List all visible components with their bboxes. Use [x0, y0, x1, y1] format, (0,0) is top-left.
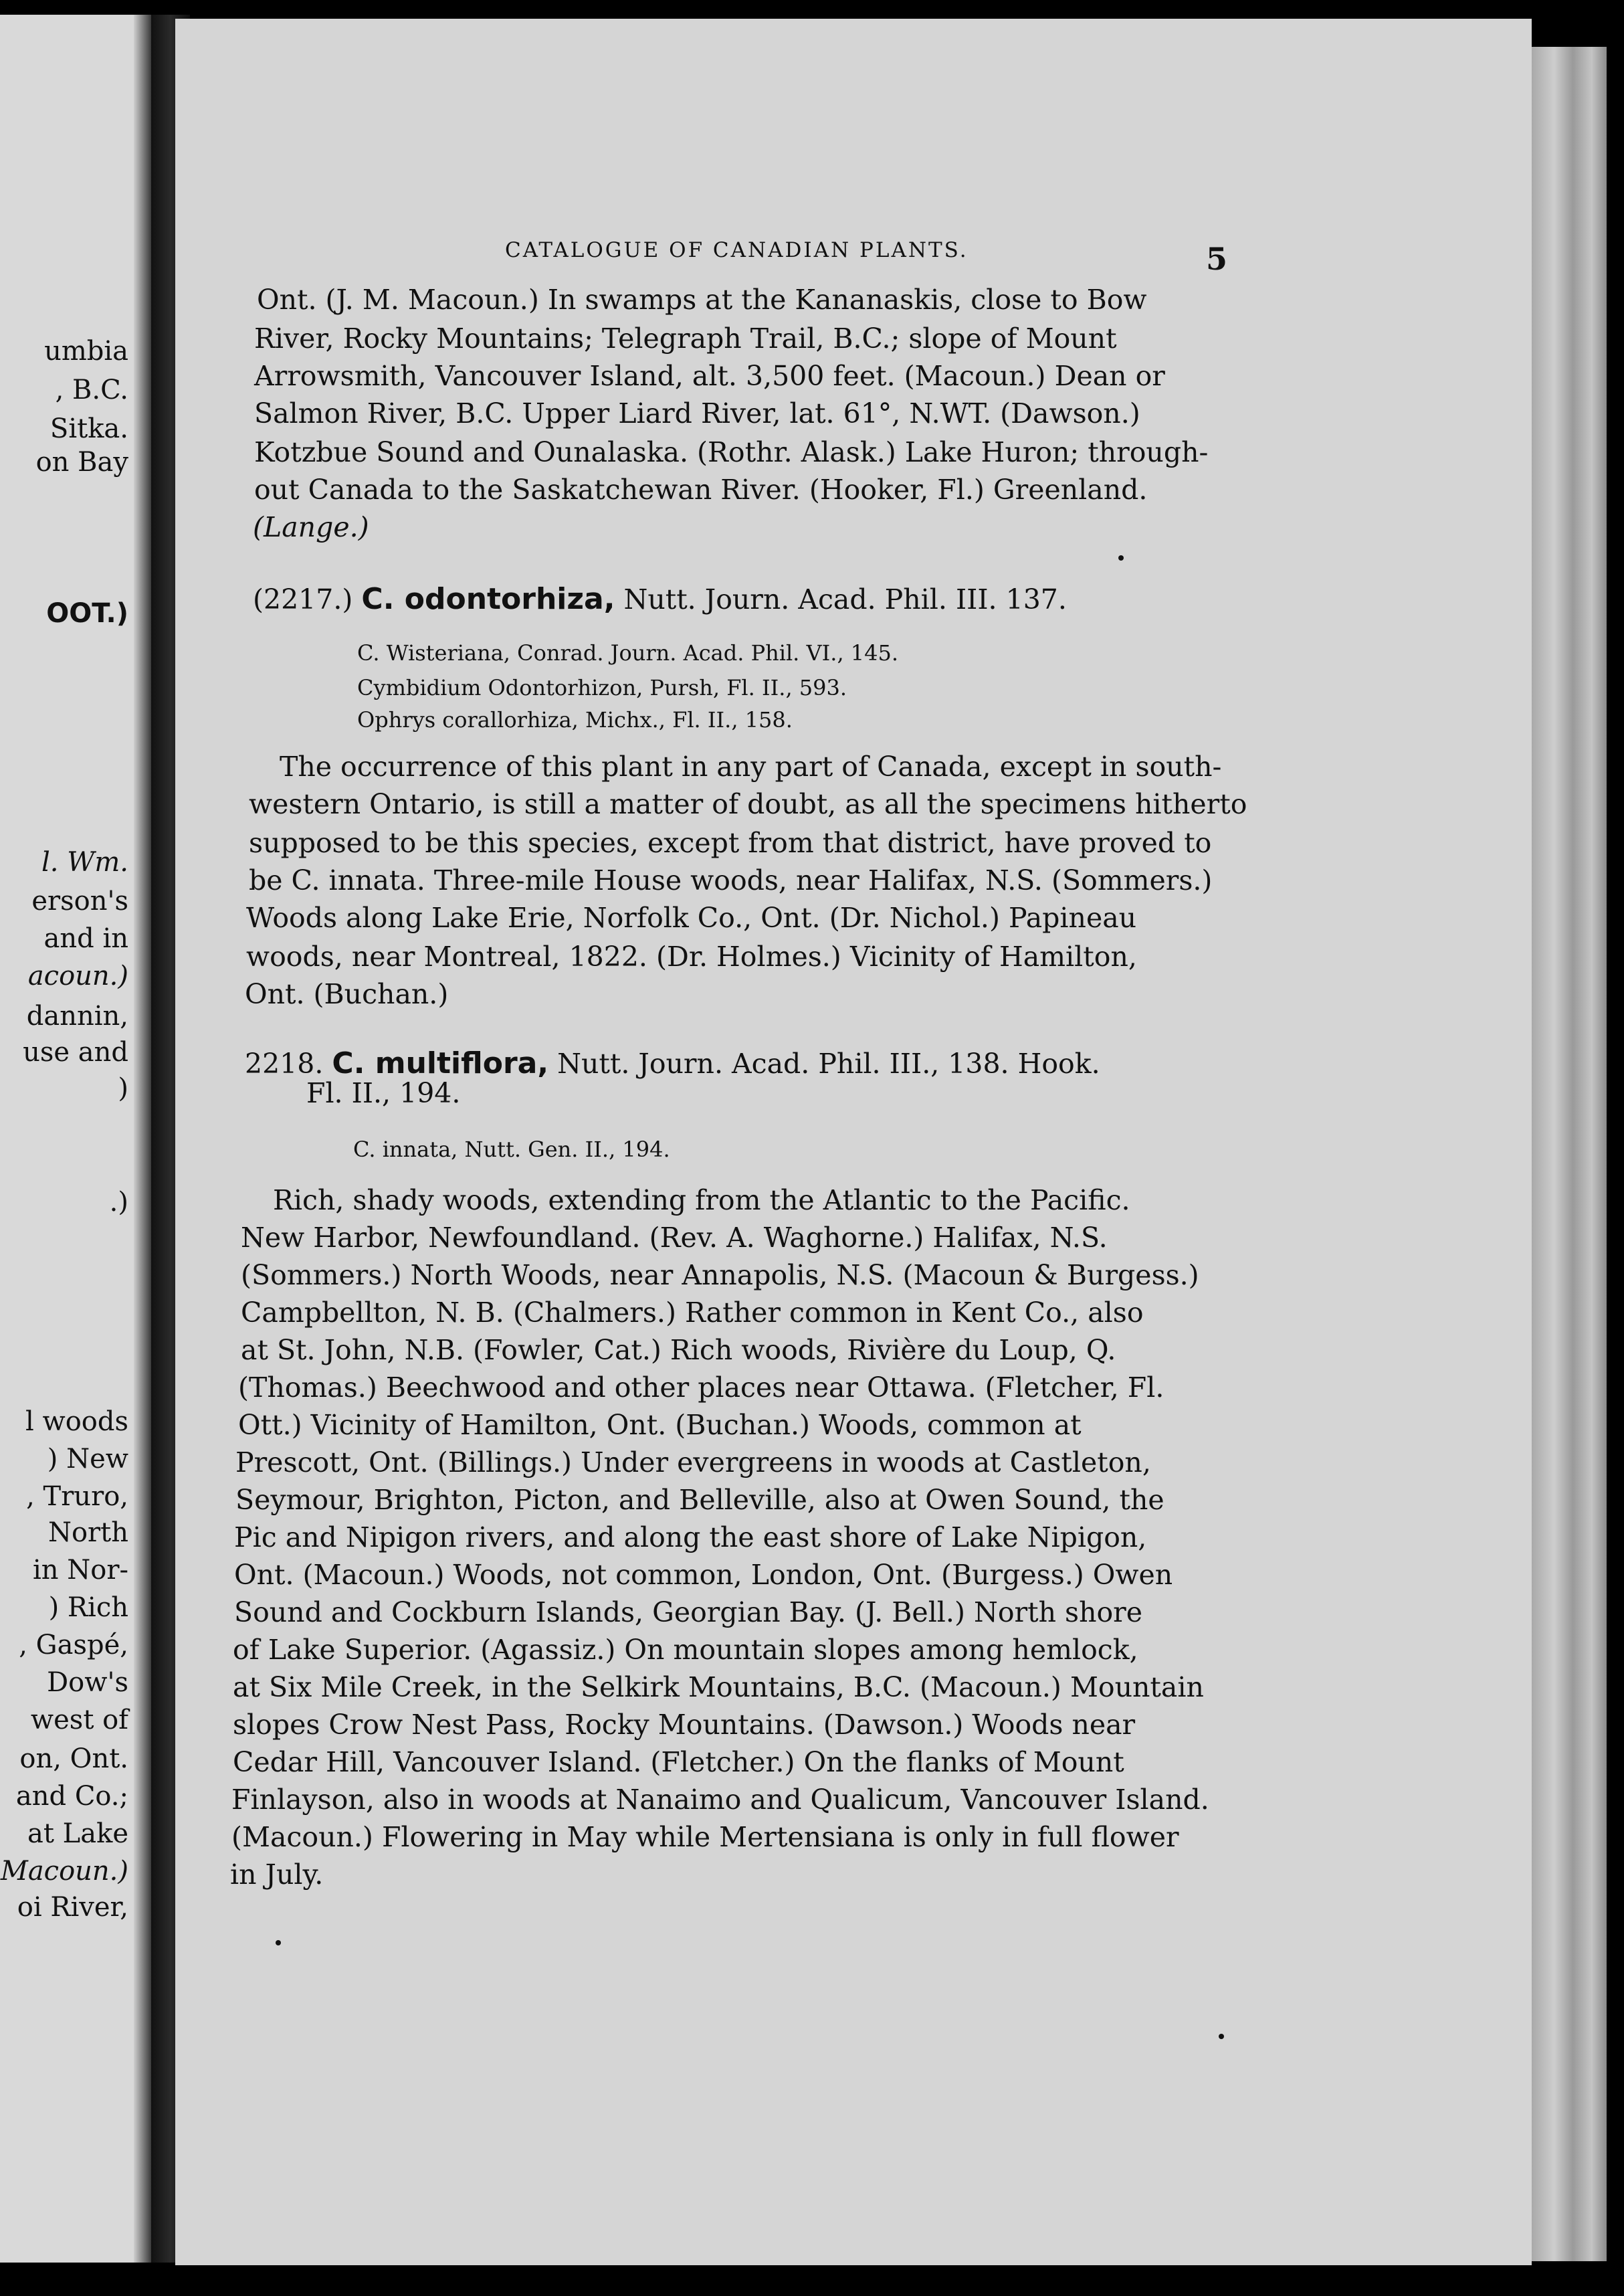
text-line: River, Rocky Mountains; Telegraph Trail, B.C.; slope of Mount	[254, 322, 1117, 355]
left-fragment: oi River,	[17, 1892, 128, 1923]
text-line: at Six Mile Creek, in the Selkirk Mountains, B.C. (Macoun.) Mountain	[233, 1671, 1204, 1703]
text-line: slopes Crow Nest Pass, Rocky Mountains. (Dawson.) Woods near	[233, 1709, 1136, 1741]
text-line: at St. John, N.B. (Fowler, Cat.) Rich woods, Rivière du Loup, Q.	[241, 1334, 1116, 1366]
left-fragment: umbia	[44, 336, 128, 367]
synonym-line: C. Wisteriana, Conrad. Journ. Acad. Phil. VI., 145.	[357, 640, 899, 666]
left-fragment: use and	[23, 1037, 128, 1068]
entry-number: (2217.)	[253, 583, 353, 615]
left-fragment: , Gaspé,	[19, 1630, 128, 1660]
left-fragment: Macoun.)	[0, 1856, 128, 1887]
text-line: Prescott, Ont. (Billings.) Under evergreens in woods at Castleton,	[235, 1446, 1151, 1478]
left-fragment: , Truro,	[26, 1481, 128, 1512]
text-line: Sound and Cockburn Islands, Georgian Bay. (J. Bell.) North shore	[234, 1596, 1143, 1628]
text-line: western Ontario, is still a matter of doubt, as all the specimens hitherto	[249, 788, 1247, 820]
left-fragment: ) New	[47, 1444, 128, 1474]
text-line: Ont. (J. M. Macoun.) In swamps at the Kananaskis, close to Bow	[257, 284, 1147, 316]
synonym-line: C. innata, Nutt. Gen. II., 194.	[353, 1137, 670, 1162]
page-edge-shadow	[134, 15, 151, 2263]
text-line: Kotzbue Sound and Ounalaska. (Rothr. Alask.) Lake Huron; through-	[254, 436, 1209, 468]
text-line: Pic and Nipigon rivers, and along the east shore of Lake Nipigon,	[234, 1521, 1147, 1553]
left-fragment: and Co.;	[15, 1781, 128, 1812]
ink-speck	[276, 1940, 281, 1945]
text-line: Woods along Lake Erie, Norfolk Co., Ont. (Dr. Nichol.) Papineau	[246, 902, 1137, 934]
left-fragment: Dow's	[47, 1667, 128, 1698]
text-line: Cedar Hill, Vancouver Island. (Fletcher.) On the flanks of Mount	[233, 1746, 1124, 1778]
running-head: CATALOGUE OF CANADIAN PLANTS.	[505, 238, 969, 262]
text-line: Arrowsmith, Vancouver Island, alt. 3,500 feet. (Macoun.) Dean or	[254, 360, 1165, 392]
left-fragment: west of	[30, 1705, 128, 1735]
ink-speck	[1219, 2034, 1224, 2039]
left-fragment: l woods	[25, 1406, 128, 1437]
left-fragment: erson's	[31, 886, 128, 917]
left-fragment: OOT.)	[46, 598, 128, 629]
text-line: Rich, shady woods, extending from the Atlantic to the Pacific.	[273, 1184, 1130, 1216]
synonym-line: Ophrys corallorhiza, Michx., Fl. II., 158.	[357, 707, 793, 733]
text-line: Ont. (Buchan.)	[245, 978, 449, 1010]
text-line: woods, near Montreal, 1822. (Dr. Holmes.) Vicinity of Hamilton,	[246, 941, 1137, 973]
left-fragment: , B.C.	[55, 375, 128, 405]
text-line: in July.	[230, 1858, 324, 1891]
citation: Nutt. Journ. Acad. Phil. III. 137.	[623, 583, 1067, 615]
left-fragment: .)	[109, 1187, 128, 1218]
left-fragment: Sitka.	[49, 413, 128, 444]
ink-speck	[1118, 555, 1124, 561]
species-name: C. odontorhiza,	[361, 582, 615, 616]
text-line: Salmon River, B.C. Upper Liard River, lat. 61°, N.WT. (Dawson.)	[254, 397, 1140, 429]
left-fragment: dannin,	[26, 1001, 128, 1032]
text-line: Seymour, Brighton, Picton, and Belleville, also at Owen Sound, the	[235, 1484, 1164, 1516]
left-fragment: l. Wm.	[41, 847, 128, 878]
text-line: Campbellton, N. B. (Chalmers.) Rather common in Kent Co., also	[241, 1297, 1144, 1329]
text-line: Ott.) Vicinity of Hamilton, Ont. (Buchan.) Woods, common at	[238, 1409, 1082, 1441]
left-facing-page	[0, 15, 151, 2263]
page-number: 5	[1206, 241, 1228, 277]
text-line: (Thomas.) Beechwood and other places near Ottawa. (Fletcher, Fl.	[238, 1371, 1164, 1404]
text-line: Ont. (Macoun.) Woods, not common, London, Ont. (Burgess.) Owen	[234, 1559, 1173, 1591]
text-line: (Macoun.) Flowering in May while Mertensiana is only in full flower	[231, 1821, 1179, 1853]
text-line: The occurrence of this plant in any part of Canada, except in south-	[280, 751, 1222, 783]
text-line: (Sommers.) North Woods, near Annapolis, N.S. (Macoun & Burgess.)	[241, 1259, 1199, 1291]
left-fragment: North	[47, 1517, 128, 1548]
citation: Nutt. Journ. Acad. Phil. III., 138. Hook.	[557, 1048, 1100, 1080]
left-fragment: in Nor-	[33, 1555, 128, 1586]
left-fragment: acoun.)	[27, 961, 128, 991]
text-line: out Canada to the Saskatchewan River. (Hooker, Fl.) Greenland.	[254, 474, 1148, 506]
text-line: supposed to be this species, except from that district, have proved to	[249, 827, 1212, 859]
citation-continuation: Fl. II., 194.	[306, 1077, 461, 1109]
text-line: (Lange.)	[253, 511, 369, 543]
synonym-line: Cymbidium Odontorhizon, Pursh, Fl. II., 593.	[357, 675, 847, 700]
text-line: New Harbor, Newfoundland. (Rev. A. Waghorne.) Halifax, N.S.	[241, 1222, 1108, 1254]
left-fragment: )	[118, 1073, 128, 1104]
page-edges-stack	[1532, 47, 1607, 2261]
left-fragment: and in	[43, 923, 128, 954]
text-line: be C. innata. Three-mile House woods, near Halifax, N.S. (Sommers.)	[249, 864, 1213, 896]
left-fragment: on Bay	[35, 447, 128, 478]
species-name: C. multiflora,	[332, 1046, 549, 1080]
entry-heading-2217	[253, 582, 1067, 616]
left-fragment: ) Rich	[48, 1592, 128, 1623]
entry-heading-2218	[245, 1046, 1100, 1080]
text-line: of Lake Superior. (Agassiz.) On mountain slopes among hemlock,	[233, 1634, 1138, 1666]
entry-number: 2218.	[245, 1048, 324, 1080]
text-line: Finlayson, also in woods at Nanaimo and Qualicum, Vancouver Island.	[231, 1784, 1209, 1816]
left-fragment: on, Ont.	[19, 1743, 128, 1774]
left-fragment: at Lake	[27, 1818, 128, 1849]
